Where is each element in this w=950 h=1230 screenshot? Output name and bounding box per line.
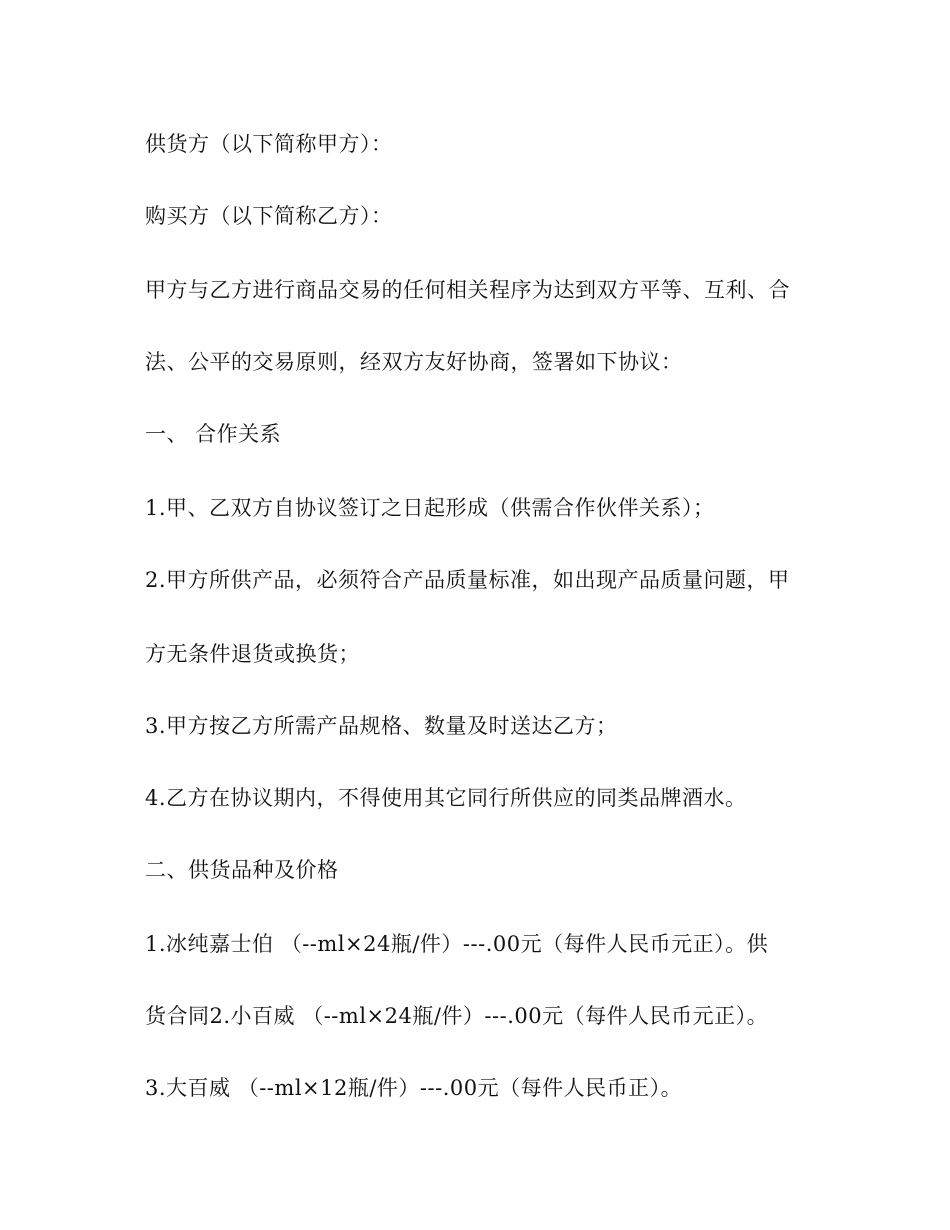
clause-1: 1.甲、乙双方自协议签订之日起形成（供需合作伙伴关系）； [145, 496, 715, 520]
section-heading-cooperation: 一、 合作关系 [145, 422, 282, 446]
clause-2-line-2: 方无条件退货或换货； [145, 642, 360, 666]
clause-3: 3.甲方按乙方所需产品规格、数量及时送达乙方； [145, 714, 618, 738]
product-3: 3.大百威 （--ml×12瓶/件）---.00元（每件人民币正）。 [145, 1076, 683, 1100]
clause-4: 4.乙方在协议期内，不得使用其它同行所供应的同类品牌酒水。 [145, 786, 747, 810]
supplier-label: 供货方（以下简称甲方）： [145, 132, 393, 156]
intro-paragraph-line-1: 甲方与乙方进行商品交易的任何相关程序为达到双方平等、互利、合 [145, 278, 790, 302]
product-1: 1.冰纯嘉士伯 （--ml×24瓶/件）---.00元（每件人民币元正）。供 [145, 932, 769, 956]
product-2: 货合同2.小百威 （--ml×24瓶/件）---.00元（每件人民币元正）。 [145, 1004, 769, 1028]
clause-2-line-1: 2.甲方所供产品，必须符合产品质量标准，如出现产品质量问题，甲 [145, 568, 790, 592]
buyer-label: 购买方（以下简称乙方）： [145, 204, 393, 228]
intro-paragraph-line-2: 法、公平的交易原则，经双方友好协商，签署如下协议： [145, 350, 683, 374]
section-heading-products: 二、供货品种及价格 [145, 858, 339, 882]
